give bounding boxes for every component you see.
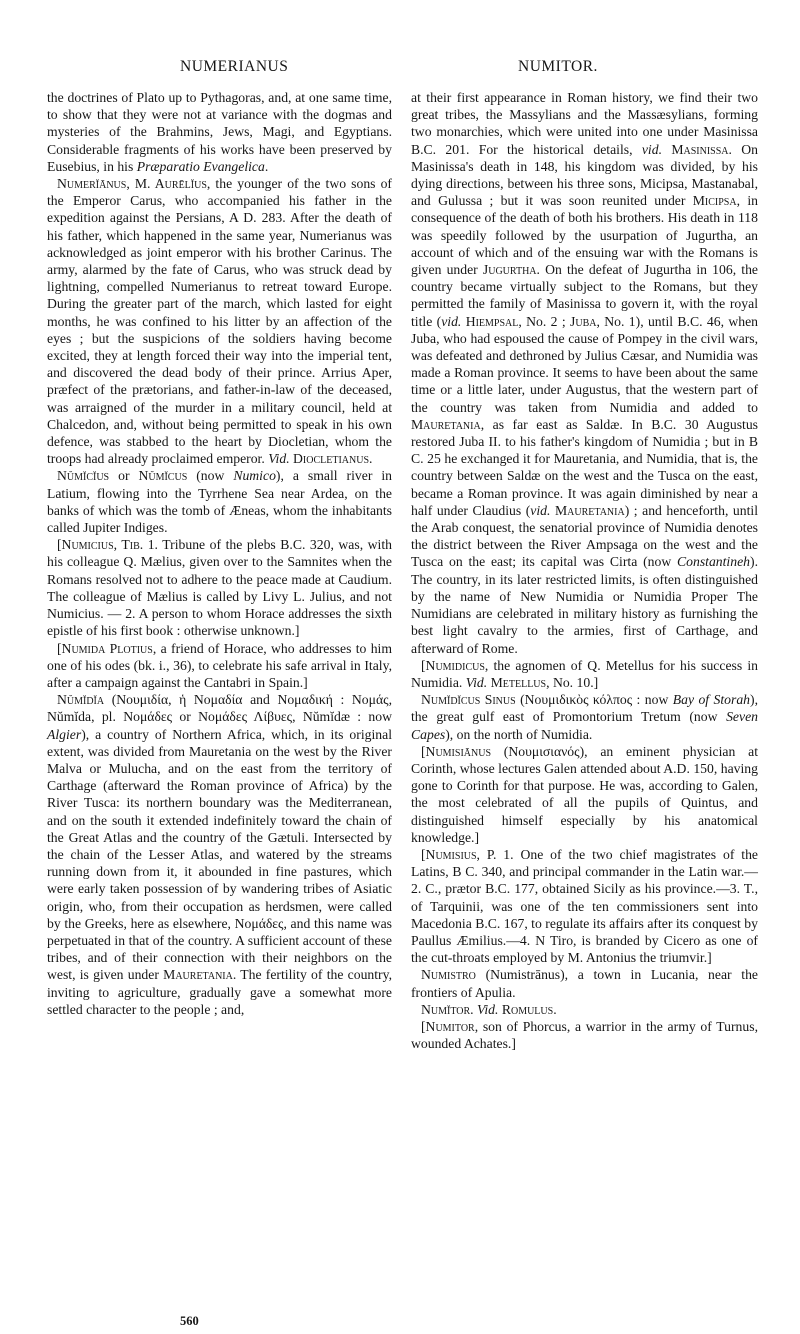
entry-paragraph <box>47 536 392 639</box>
entry-text: ) ; and henceforth, until the Arab conquest, the senatorial province of Numidia denotes the district between the River Ampsaga on the west and the Tusca on the east; its capital was Cirta (now <box>411 502 758 570</box>
headword: [Numisiānus <box>421 743 492 759</box>
headword: [Numicius, Tib. <box>57 537 144 553</box>
entry-text: , in consequence of the death of both his brothers. His death in 118 was speedily followed by the usurpation of Jugurtha, an account of which and of the ensuing war with the Romans is given under <box>411 193 758 278</box>
entry-text: or <box>109 468 139 484</box>
headword: Nŭmĭcĭus <box>57 468 110 484</box>
entry-text: a friend of Horace, who addresses to him one of his odes (bk. i., 36), to celebrate his safe arrival in Italy, after a campaign against the Cantabri in Spain.] <box>47 640 393 690</box>
italic-text: Seven Capes <box>411 709 758 742</box>
entry-text: the agnomen of Q. Metellus for his success in Numidia. <box>411 657 758 690</box>
headword: Mauretania <box>163 967 233 983</box>
headword: Numistro <box>421 967 476 983</box>
entry-text: , No. 2 ; <box>518 313 571 329</box>
headword: Mauretania <box>411 416 481 432</box>
entry-text: . The fertility of the country, inviting to agriculture, gradually gave a somewhat more settled character to the people ; and, <box>47 967 392 1017</box>
entry-paragraph <box>47 89 392 175</box>
left-column <box>47 89 392 1018</box>
entry-paragraph <box>47 175 392 467</box>
headword: [Numidicus, <box>421 657 489 673</box>
headword: [Numitor, <box>421 1018 479 1034</box>
italic-text: Algier <box>47 726 82 742</box>
entry-text: ), on the north of Numidia. <box>445 726 593 742</box>
headword: Nŭmĭcus <box>138 468 188 484</box>
headword: Juba <box>570 313 597 329</box>
entry-paragraph <box>47 467 392 536</box>
entry-text: ), a small river in Latium, flowing into the Tyrrhene Sea near Ardea, on the banks of which was the tomb of Æneas, whom the inhabitants called Jupiter Indiges. <box>47 468 392 536</box>
headword: Nŭmĭdĭa <box>57 692 105 708</box>
entry-text: , No. 10.] <box>546 674 599 690</box>
entry-text: . On Masinissa's death in 148, his kingdom was divided, by his dying directions, between his three sons, Micipsa, Mastanabal, and Gulussa ; but it was soon reunited under <box>411 141 758 209</box>
entry-paragraph <box>47 691 392 1018</box>
italic-text: vid. <box>441 313 462 329</box>
entry-text: (Νουμισιανός), an eminent physician at Corinth, whose lectures Galen attended about A.D. 150, having gone to Corinth for that purpose. He was, according to Galen, the most celebrated of all the pupils of Quintus, and distinguished himself especially by his anatomical knowledge.] <box>411 743 758 845</box>
italic-text: vid. <box>530 502 551 518</box>
entry-text: ), the great gulf east of Promontorium Tretum (now <box>411 692 759 725</box>
headword: [Numida Plotius, <box>57 640 157 656</box>
entry-text: son of Phorcus, a warrior in the army of Turnus, wounded Achates.] <box>411 1018 758 1052</box>
headword: Numĭdĭcus Sinus <box>421 692 516 708</box>
entry-text: . On the defeat of Jugurtha in 106, the country became virtually subject to the Romans, but they permitted the family of Masinissa to govern it, with the royal title ( <box>411 262 758 329</box>
headword: Jugurtha <box>482 262 537 278</box>
italic-text: Præparatio Evangelica <box>136 158 265 174</box>
headword: [Numisius, P. <box>421 846 497 862</box>
headword: Hiempsal <box>461 313 519 329</box>
italic-text: Vid. <box>268 451 290 467</box>
entry-paragraph <box>411 1001 758 1018</box>
entry-text: , No. 1), until B.C. 46, when Juba, who had espoused the cause of Pompey in the civil wars, was defeated and dethroned by Julius Cæsar, and Numidia was made a Roman province. It seems to have been about the same time or a little later, under Augustus, that the western part of the country was taken from Numidia and added to <box>411 313 758 415</box>
entry-text: (Νουμιδία, ἡ Νομαδία and Νομαδική : Νομάς, Nŭmĭda, pl. Νομάδες or Νομάδες Λίβυες, Nŭmĭdæ : now <box>47 692 392 725</box>
page-number: 560 <box>180 1314 199 1328</box>
italic-text: Constantineh <box>677 554 751 570</box>
headword: Diocletianus. <box>289 451 373 467</box>
entry-paragraph <box>411 89 758 657</box>
entry-text: (Νουμιδικὸς κόλπος : now <box>515 692 673 708</box>
entry-paragraph <box>411 691 758 743</box>
italic-text: Vid. <box>465 674 488 690</box>
headword: Metellus <box>487 674 547 690</box>
headword: Numĭtor. <box>421 1001 474 1017</box>
entry-text: ), a country of Northern Africa, which, in its original extent, was divided from Mauretania on the west by the River Malva or Mulucha, and on the east from the territory of Carthage (afterward the Roman province of Africa) by the River Tusca: its northern boundary was the Mediterranean, and on the south it extended indefinitely toward the chain of the Great Atlas and the country of the Gætuli. Intersected by the chain of the Lesser Atlas, and watered by the streams running down from it, it abounded in fine pastures, which were early taken possession of by wandering tribes of Asiatic origin, who, from their occupation as herdsmen, were called by the Greeks, here as elsewhere, Νομάδες, and this name was perpetuated in that of the country. A sufficient account of these tribes, and of their connection with their neighbors on the west, is given under <box>47 726 392 983</box>
headword: Masinissa <box>662 141 729 157</box>
entry-text: , as far east as Saldæ. In B.C. 30 Augustus restored Juba II. to his father's kingdom of Numidia ; but in B C. 25 he exchanged it for Mauretania, and Numidia, that is, the country between Saldæ on the west and the Tusca on the east, became a Roman province. It was again diminished by near a half under Claudius ( <box>411 416 758 518</box>
entry-text: the younger of the two sons of the Emperor Carus, who accompanied his father in the expedition against the Persians, A D. 283. After the death of his father, which happened in the same year, Numerianus was acknowledged as joint emperor with his brother Carinus. The army, alarmed by the fate of Carus, who was struck dead by lightning, compelled Numerianus to retreat toward Europe. During the greater part of the march, which lasted for eight months, he was confined to his litter by an affection of the eyes ; but the suspicions of the soldiers having become excited, they at length forced their way into the imperial tent, and discovered the dead body of their prince. Arrius Aper, præfect of the prætorians, and father-in-law of the deceased, was arraigned of the murder in a military council, held at Chalcedon, and, without being permitted to speak in his own defence, was stabbed to the heart by Diocletian, whom the troops had already proclaimed emperor. <box>47 176 392 467</box>
headword: Numerĭānus, M. Aurēlĭus, <box>57 176 211 192</box>
entry-text: 1. Tribune of the plebs B.C. 320, was, with his colleague Q. Mælius, given over to the Samnites when the Romans resolved not to adhere to the peace made at Caudium. The colleague of Mælius is called by Livy L. Julius, and not Numicius. — 2. A person to whom Horace addresses the sixth epistle of his first book : otherwise unknown.] <box>47 537 392 639</box>
entry-paragraph <box>411 966 758 1000</box>
italic-text: vid. <box>641 141 662 157</box>
entry-paragraph <box>411 846 758 966</box>
italic-text: Bay of Storah <box>672 692 751 708</box>
entry-text: . <box>264 158 269 174</box>
entry-text: (now <box>187 468 234 484</box>
entry-paragraph <box>411 743 758 846</box>
header-left: NUMERIANUS <box>180 58 289 75</box>
headword: Micipsa <box>692 193 737 209</box>
headword: Mauretania <box>550 502 625 518</box>
header-right: NUMITOR. <box>518 58 598 75</box>
right-column <box>411 89 758 1052</box>
entry-text: 1. One of the two chief magistrates of the Latins, B C. 340, and principal commander in the Latin war.—2. C., prætor B.C. 177, obtained Sicily as his province.—3. T., of Tarquinii, was one of the ten commissioners sent into Macedonia B.C. 167, to regulate its affairs after its conquest by Paullus Æmilius.—4. N Tiro, is branded by Cicero as one of the cut-throats employed by M. Antonius the triumvir.] <box>411 846 759 966</box>
running-header <box>0 58 800 80</box>
entry-text: ). The country, in its later restricted limits, is often distinguished by the name of New Numidia or Numidia Proper The Numidians are celebrated in military history as furnishing the best light cavalry to the armies, first of Carthage, and afterward of Rome. <box>411 554 758 656</box>
entry-text: at their first appearance in Roman history, we find their two great tribes, the Massylians and the Massæsylians, forming two monarchies, which were united into one under Masinissa B.C. 201. For the historical details, <box>411 90 758 157</box>
entry-text: the doctrines of Plato up to Pythagoras, and, at one same time, to show that they were not at variance with the dogmas and mysteries of the Brahmins, Jews, Magi, and Egyptians. Considerable fragments of his works have been preserved by Eusebius, in his <box>47 90 392 174</box>
italic-text: Vid. <box>477 1001 499 1017</box>
italic-text: Numico <box>233 468 276 484</box>
entry-text: (Numistrānus), a town in Lucania, near the frontiers of Apulia. <box>411 967 758 1000</box>
entry-paragraph <box>47 640 392 692</box>
headword: Romulus. <box>498 1001 557 1017</box>
entry-paragraph <box>411 1018 758 1052</box>
entry-paragraph <box>411 657 758 691</box>
